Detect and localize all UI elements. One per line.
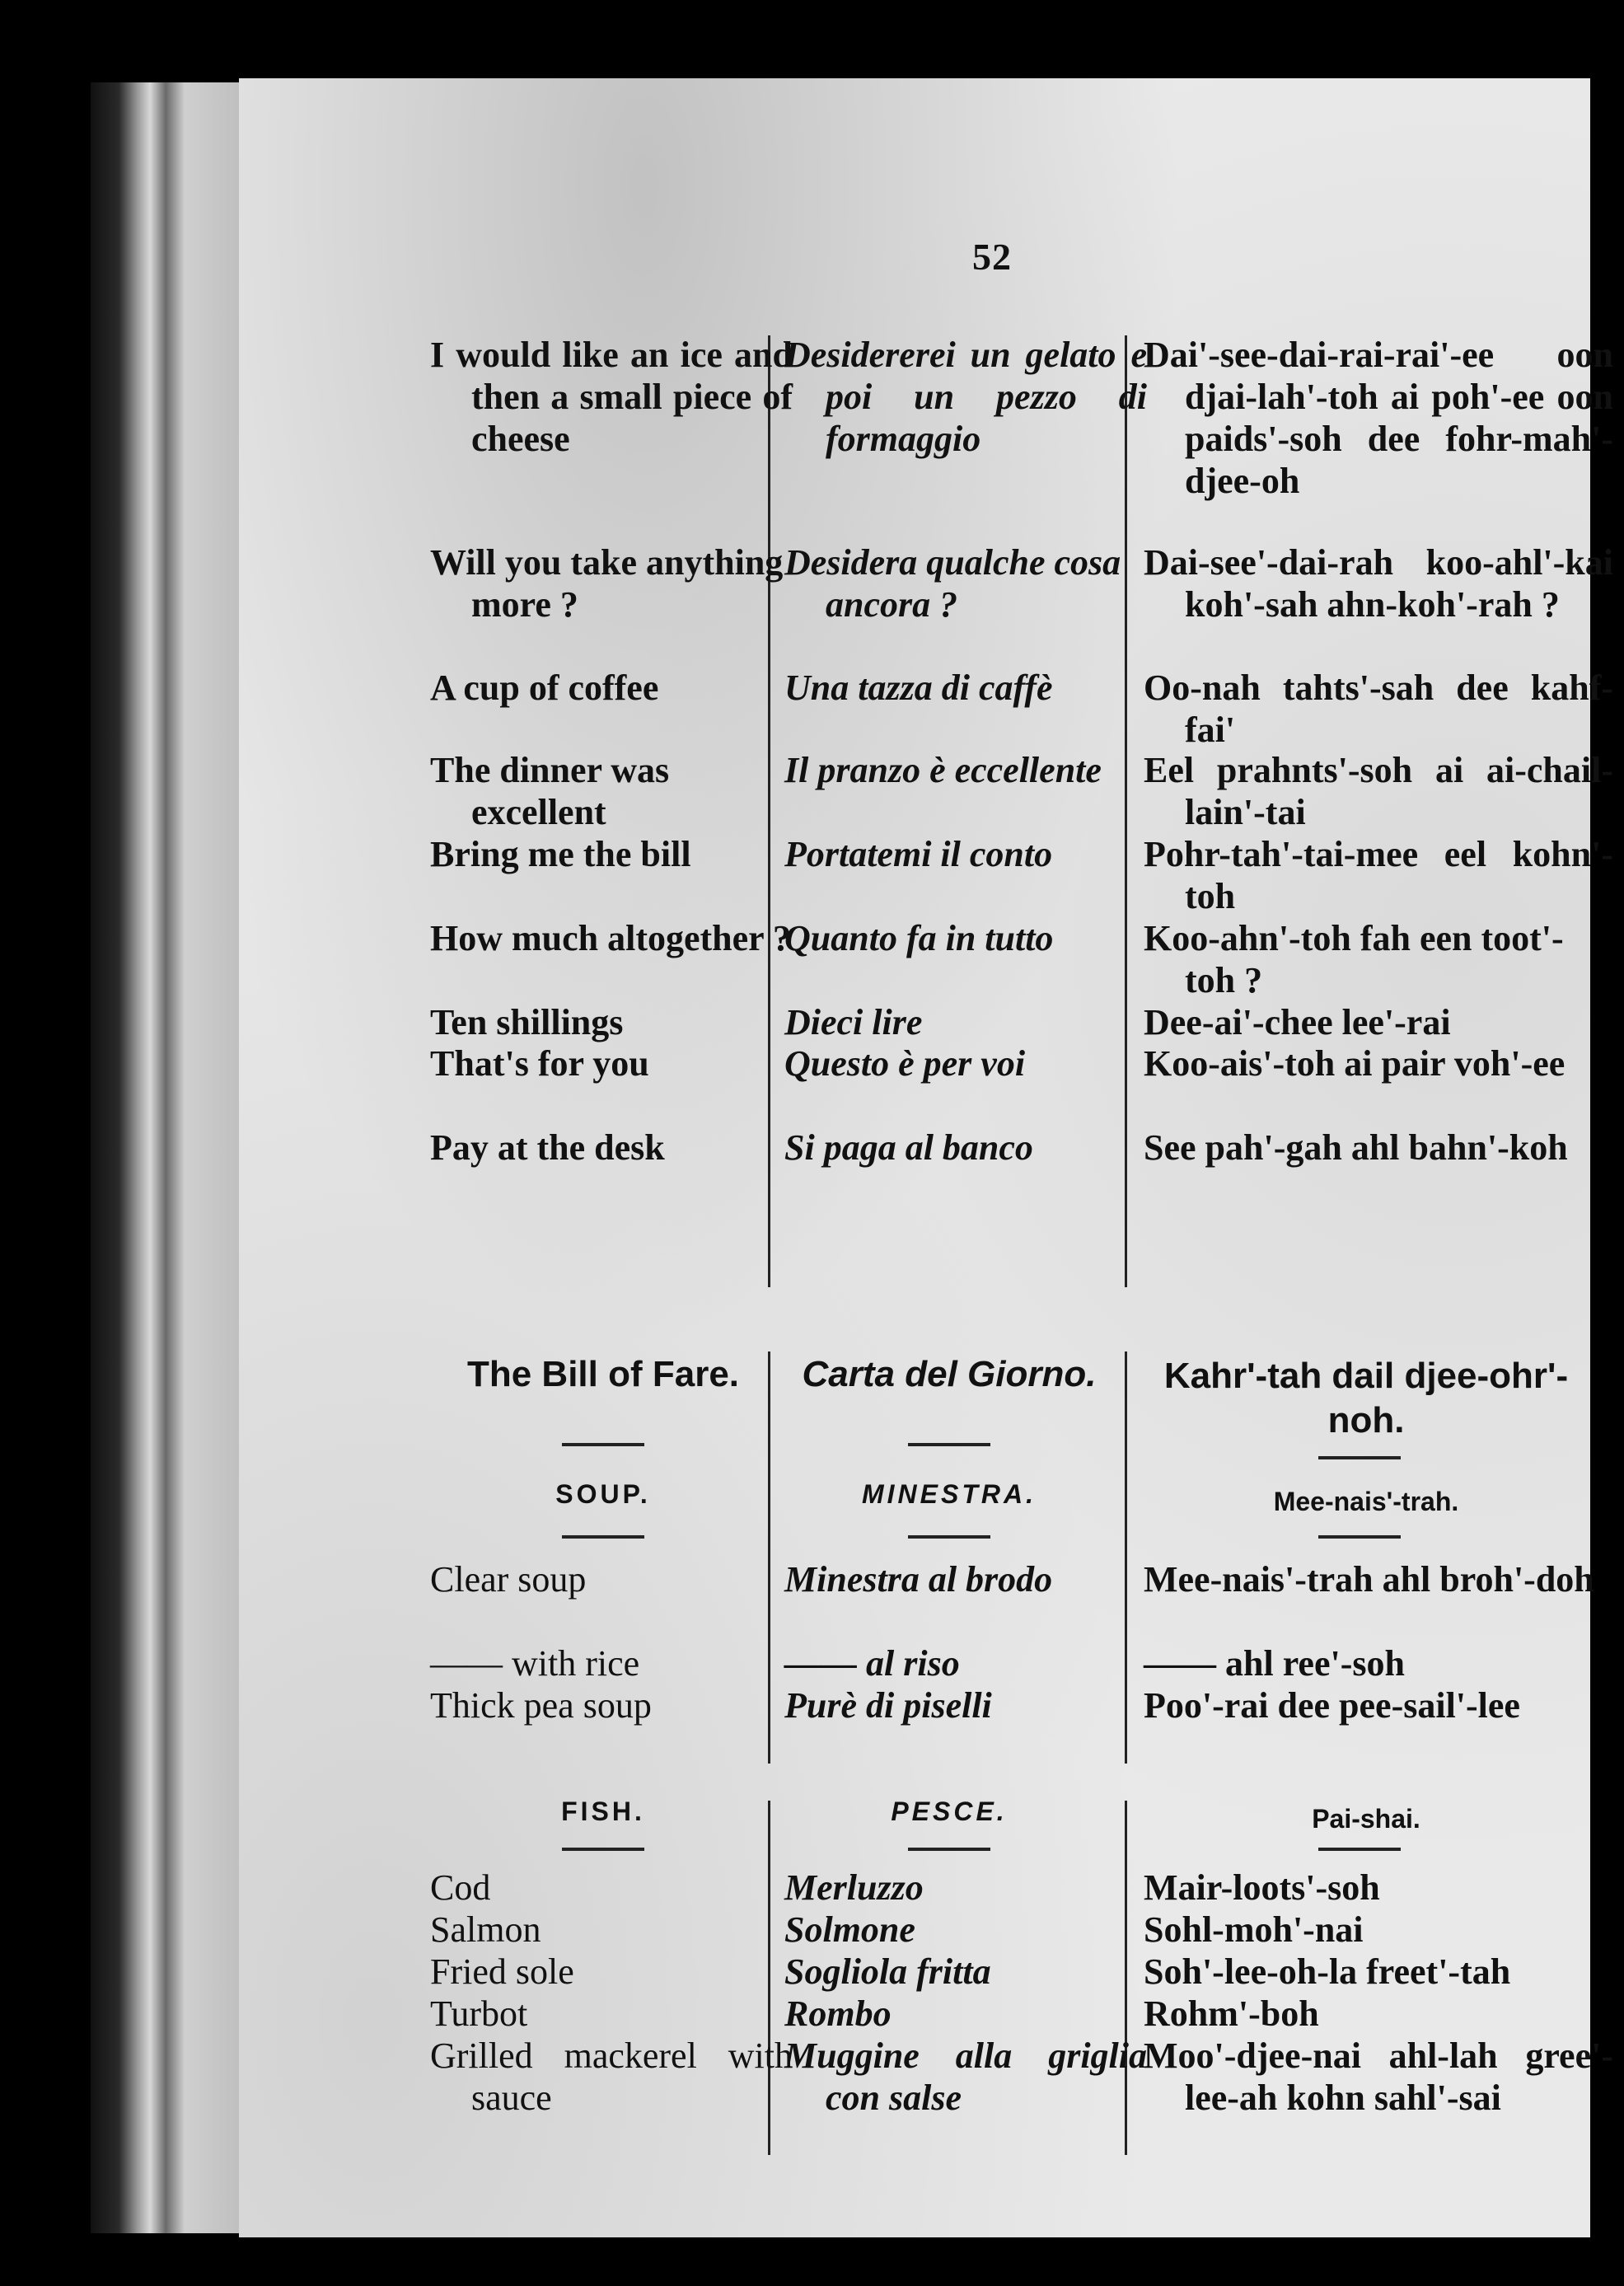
soup-heading-italian: MINESTRA. (862, 1479, 1037, 1509)
dish-italian: Muggine alla griglia con salse (784, 2035, 1147, 2118)
dish-italian: Rombo (784, 1993, 892, 2034)
menu-row (239, 1684, 1590, 1726)
pronunciation: Dai'-see-dai-rai-rai'-ee oon djai-lah'-toh ai poh'-ee oon paids'-soh dee fohr-mah'-djee-oh (1144, 335, 1613, 501)
english-phrase: Ten shillings (430, 1002, 624, 1042)
page-number: 52 (972, 236, 1012, 278)
soup-heading-pronunciation: Mee-nais'-trah. (1273, 1487, 1459, 1516)
dish-english: —— with rice (430, 1643, 640, 1684)
dish-english: Thick pea soup (430, 1685, 652, 1726)
pronunciation: See pah'-gah ahl bahn'-koh (1144, 1127, 1568, 1168)
italian-phrase: Una tazza di caffè (784, 668, 1053, 708)
italian-phrase: Questo è per voi (784, 1043, 1026, 1084)
dish-pronunciation: Rohm'-boh (1144, 1993, 1319, 2034)
dish-english: Grilled mackerel with sauce (430, 2035, 793, 2118)
dish-english: Clear soup (430, 1559, 587, 1600)
divider (562, 1443, 644, 1446)
english-phrase: Will you take anything more ? (430, 542, 784, 625)
pronunciation: Koo-ahn'-toh fah een toot'-toh ? (1144, 918, 1564, 1000)
pronunciation: Eel prahnts'-soh ai ai-chail-lain'-tai (1144, 750, 1613, 832)
dish-italian: —— al riso (784, 1643, 960, 1684)
english-phrase: Bring me the bill (430, 834, 691, 874)
phrase-row (239, 1042, 1590, 1084)
english-phrase: That's for you (430, 1043, 649, 1084)
pronunciation: Dee-ai'-chee lee'-rai (1144, 1002, 1451, 1042)
italian-phrase: Quanto fa in tutto (784, 918, 1054, 958)
italian-phrase: Si paga al banco (784, 1127, 1033, 1168)
menu-row (239, 1642, 1590, 1684)
soup-heading-english: SOUP. (555, 1479, 651, 1509)
dish-italian: Merluzzo (784, 1867, 924, 1908)
book-page (239, 78, 1613, 2237)
italian-phrase: Portatemi il conto (784, 834, 1053, 874)
divider (562, 1535, 644, 1539)
menu-title-italian: Carta del Giorno. (802, 1354, 1097, 1394)
italian-phrase: Il pranzo è eccellente (784, 750, 1102, 790)
pronunciation: Koo-ais'-toh ai pair voh'-ee (1144, 1043, 1565, 1084)
phrase-row (239, 833, 1613, 916)
dish-english: Salmon (430, 1909, 541, 1950)
book-spine (91, 82, 247, 2233)
dish-italian: Purè di piselli (784, 1685, 992, 1726)
dish-english: Cod (430, 1867, 491, 1908)
divider (908, 1535, 990, 1539)
menu-title-pronunciation: Kahr'-tah dail djee-ohr'-noh. (1163, 1356, 1569, 1440)
english-phrase: A cup of coffee (430, 668, 659, 708)
menu-row (239, 1558, 1594, 1600)
dish-pronunciation: Mair-loots'-soh (1144, 1867, 1380, 1908)
dish-pronunciation: Moo'-djee-nai ahl-lah gree'-lee-ah kohn sahl'-sai (1144, 2035, 1613, 2118)
phrase-row (239, 334, 1613, 501)
english-phrase: How much altogether ? (430, 918, 791, 958)
dish-pronunciation: Mee-nais'-trah ahl broh'-doh (1144, 1559, 1594, 1600)
dish-italian: Solmone (784, 1909, 915, 1950)
italian-phrase: Desidera qualche cosa ancora ? (784, 542, 1121, 625)
english-phrase: The dinner was excellent (430, 750, 670, 832)
dish-pronunciation: —— ahl ree'-soh (1144, 1643, 1405, 1684)
dish-italian: Minestra al brodo (784, 1559, 1053, 1600)
dish-english: Fried sole (430, 1951, 574, 1992)
dish-pronunciation: Soh'-lee-oh-la freet'-tah (1144, 1951, 1511, 1992)
dish-italian: Sogliola fritta (784, 1951, 991, 1992)
dish-pronunciation: Poo'-rai dee pee-sail'-lee (1144, 1685, 1520, 1726)
pronunciation: Dai-see'-dai-rah koo-ahl'-kai koh'-sah ahn-koh'-rah ? (1144, 542, 1613, 625)
divider (908, 1443, 990, 1446)
dish-english: Turbot (430, 1993, 528, 2034)
pronunciation: Pohr-tah'-tai-mee eel kohn'-toh (1144, 834, 1613, 916)
divider (1318, 1848, 1401, 1851)
fish-heading-italian: PESCE. (891, 1796, 1008, 1826)
english-phrase: I would like an ice and then a small piece of cheese (430, 335, 793, 459)
divider (908, 1848, 990, 1851)
divider (562, 1848, 644, 1851)
phrase-row (239, 749, 1613, 832)
pronunciation: Oo-nah tahts'-sah dee kahf-fai' (1144, 668, 1613, 750)
english-phrase: Pay at the desk (430, 1127, 665, 1168)
fish-heading-english: FISH. (561, 1796, 645, 1826)
phrase-row (239, 1001, 1590, 1042)
phrase-row (239, 667, 1613, 750)
fish-heading-pronunciation: Pai-shai. (1312, 1804, 1420, 1834)
italian-phrase: Desidererei un gelato e poi un pezzo di formaggio (784, 335, 1147, 459)
phrase-row (239, 541, 1613, 625)
menu-title-english: The Bill of Fare. (466, 1354, 740, 1394)
italian-phrase: Dieci lire (784, 1002, 923, 1042)
divider (1318, 1535, 1401, 1539)
divider (1318, 1456, 1401, 1459)
phrase-row (239, 917, 1590, 1000)
dish-pronunciation: Sohl-moh'-nai (1144, 1909, 1364, 1950)
